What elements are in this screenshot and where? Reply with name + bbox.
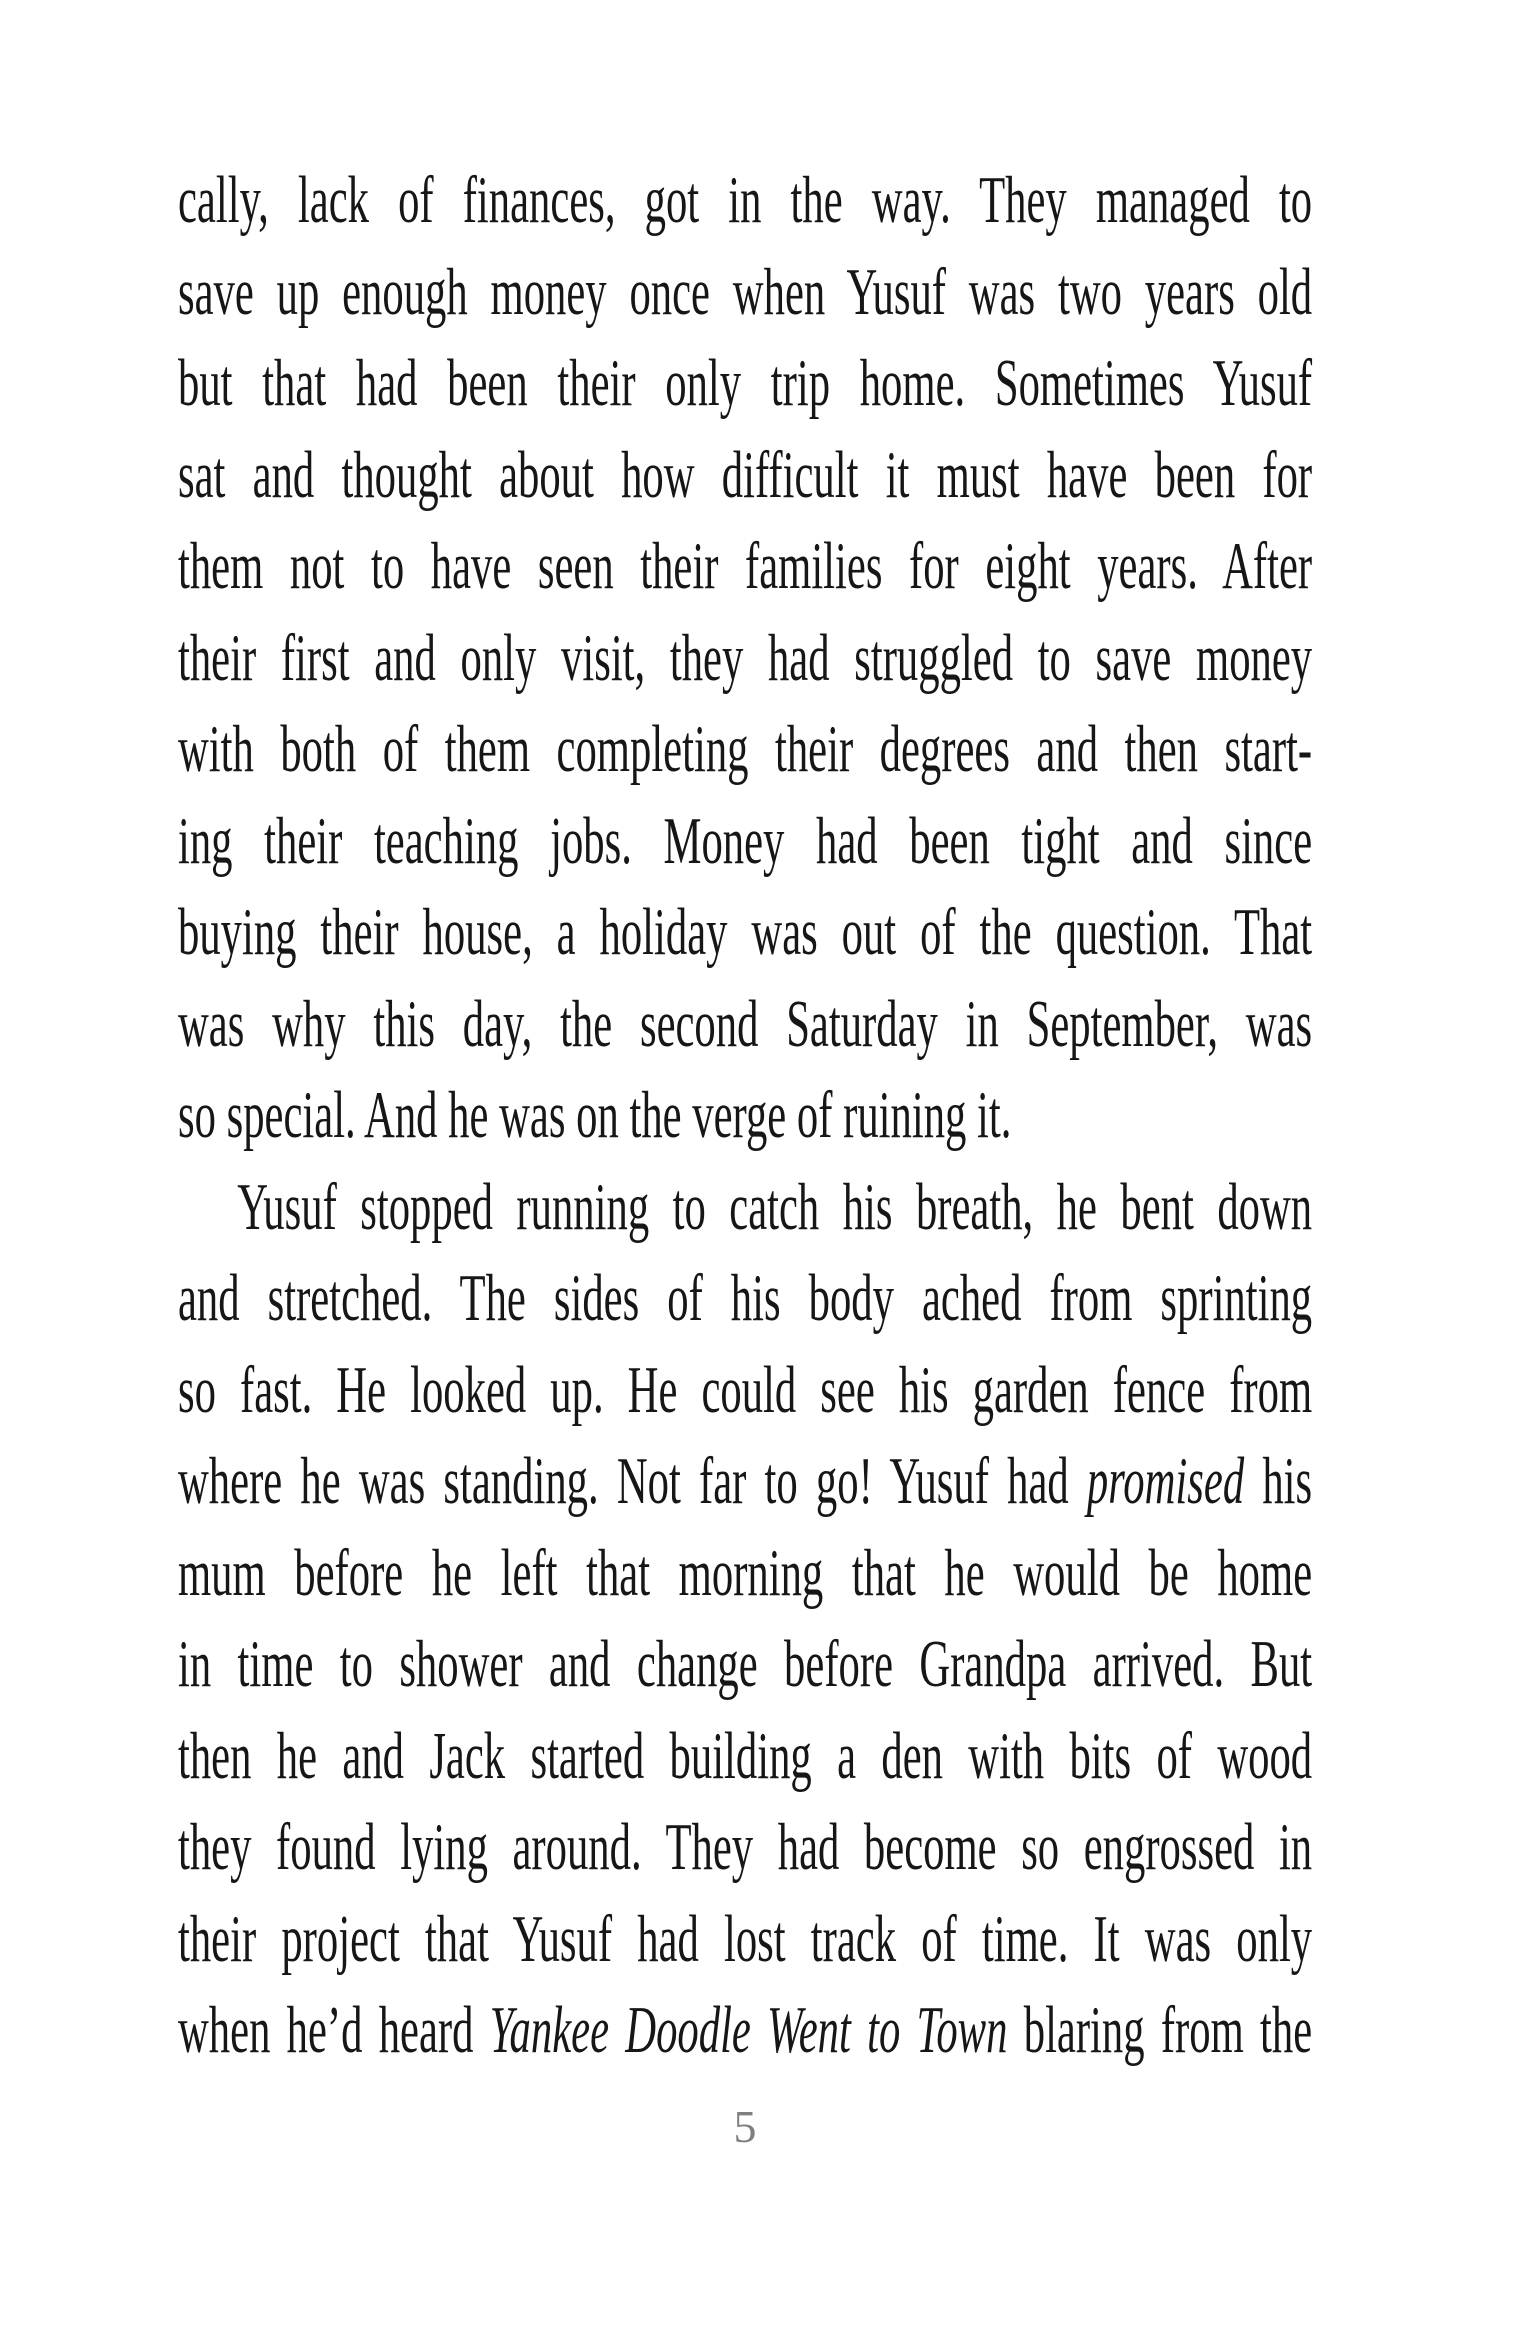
text-segment: his bbox=[1244, 1444, 1313, 1518]
text-line bbox=[178, 1162, 1312, 1254]
text-segment: then he and Jack started building a den with bits of wood bbox=[178, 1718, 1313, 1793]
paragraph bbox=[178, 155, 1312, 1162]
text-line bbox=[178, 613, 1312, 705]
text-line bbox=[178, 1253, 1312, 1345]
text-segment: they found lying around. They had become so engrossed in bbox=[178, 1810, 1313, 1884]
text-segment: mum before he left that morning that he would be home bbox=[178, 1535, 1313, 1610]
text-segment: save up enough money once when Yusuf was two years old bbox=[178, 254, 1313, 329]
text-line bbox=[178, 247, 1312, 339]
text-segment: cally, lack of finances, got in the way. They managed to bbox=[178, 163, 1313, 237]
text-line bbox=[178, 796, 1312, 888]
text-line bbox=[178, 1894, 1312, 1986]
text-line bbox=[178, 521, 1312, 613]
text-segment: but that had been their only trip home. Sometimes Yusuf bbox=[178, 346, 1313, 420]
text-line bbox=[178, 430, 1312, 522]
text-segment: so special. And he was on the verge of ruining it. bbox=[178, 1078, 1012, 1152]
italic-phrase: Yankee Doodle Went to Town bbox=[489, 1993, 1008, 2067]
paragraph bbox=[178, 1162, 1312, 2077]
text-segment: sat and thought about how difficult it must have been for bbox=[178, 437, 1313, 512]
text-line bbox=[178, 887, 1312, 979]
text-segment: blaring from the bbox=[1007, 1993, 1313, 2067]
text-line bbox=[178, 338, 1312, 430]
text-line bbox=[178, 1619, 1312, 1711]
text-line bbox=[178, 1528, 1312, 1620]
text-line bbox=[178, 1985, 1312, 2077]
page-number: 5 bbox=[733, 2101, 757, 2152]
italic-phrase: promised bbox=[1086, 1444, 1245, 1518]
text-line bbox=[178, 1711, 1312, 1803]
text-segment: their first and only visit, they had struggled to save money bbox=[178, 620, 1313, 695]
text-segment: when he’d heard bbox=[178, 1993, 490, 2067]
text-segment: them not to have seen their families for eight years. After bbox=[178, 529, 1313, 603]
page-text bbox=[178, 155, 1312, 2077]
text-line bbox=[178, 1802, 1312, 1894]
text-line bbox=[178, 1436, 1312, 1528]
text-line bbox=[178, 704, 1312, 796]
text-segment: with both of them completing their degrees and then start- bbox=[178, 712, 1313, 786]
text-segment: Yusuf stopped running to catch his breath, he bent down bbox=[237, 1169, 1313, 1244]
text-line bbox=[178, 979, 1312, 1071]
text-segment: and stretched. The sides of his body ached from sprinting bbox=[178, 1261, 1313, 1335]
text-segment: in time to shower and change before Grandpa arrived. But bbox=[178, 1627, 1313, 1701]
text-segment: ing their teaching jobs. Money had been tight and since bbox=[178, 803, 1313, 878]
text-line bbox=[178, 1070, 1312, 1162]
text-segment: was why this day, the second Saturday in September, was bbox=[178, 986, 1313, 1061]
text-segment: where he was standing. Not far to go! Yusuf had bbox=[178, 1444, 1087, 1518]
text-segment: so fast. He looked up. He could see his garden fence from bbox=[178, 1352, 1313, 1427]
text-line bbox=[178, 155, 1312, 247]
text-segment: their project that Yusuf had lost track of time. It was only bbox=[178, 1901, 1313, 1976]
text-line bbox=[178, 1345, 1312, 1437]
text-segment: buying their house, a holiday was out of the question. That bbox=[178, 895, 1313, 969]
